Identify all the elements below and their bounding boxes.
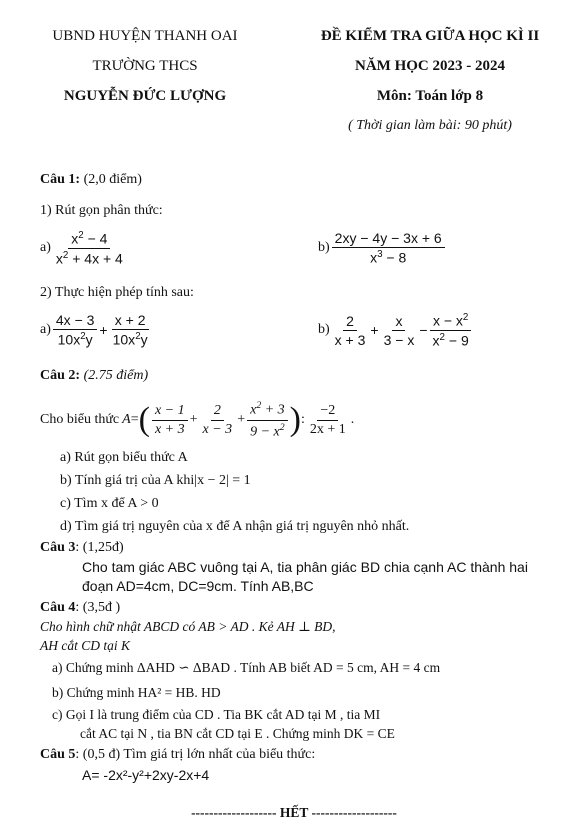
q1-2a-label: a) xyxy=(40,321,51,337)
q1-1b-fraction: $\frac{2xy - 4y - 3x + 6}{x^3 - 8}$ xyxy=(332,230,445,266)
q1-2b: b) $\frac{2}{x + 3}$ + $\frac{x}{3 - x}$ − $\frac{x - x^2}{x^2 - 9}$ xyxy=(318,312,474,349)
q4-item-b: b) Chứng minh HA² = HB. HD xyxy=(52,685,221,700)
school-year: NĂM HỌC 2023 - 2024 xyxy=(355,58,505,74)
q4-heading xyxy=(40,600,120,616)
q1-heading xyxy=(40,172,142,188)
q4-item-c-cont: cắt AC tại N , tia BN cắt CD tại E . Chứng minh DK = CE xyxy=(80,726,395,741)
end-marker: ------------------- HẾT ------------------- xyxy=(191,805,397,820)
q1-1b xyxy=(318,230,447,266)
q4-item-a: a) Chứng minh ΔAHD ∽ ΔBAD . Tính AB biết AD = 5 cm, AH = 4 cm xyxy=(52,660,441,675)
q1-part2: 2) Thực hiện phép tính sau: xyxy=(40,285,194,300)
q4-points: : (3,5đ ) xyxy=(75,600,121,615)
q2-title: Câu 2: xyxy=(40,368,81,383)
q1-title: Câu 1: xyxy=(40,172,81,187)
q4-title: Câu 4 xyxy=(40,600,76,615)
q2-item-c: c) Tìm x để A > 0 xyxy=(60,496,159,511)
q1-2b-label: b) xyxy=(318,322,330,338)
q2-intro: Cho biểu thức xyxy=(40,412,120,428)
header-school-name: NGUYỄN ĐỨC LƯỢNG xyxy=(63,88,227,104)
q4-intro-line1: Cho hình chữ nhật ABCD có AB > AD . Kẻ AH ⊥ BD, xyxy=(40,619,336,634)
q3-text-line2: đoạn AD=4cm, DC=9cm. Tính AB,BC xyxy=(82,578,314,594)
q3-points: : (1,25đ) xyxy=(75,540,124,555)
header-district: UBND HUYỆN THANH OAI xyxy=(52,28,238,44)
q2-item-d: d) Tìm giá trị nguyên của x để A nhận giá trị nguyên nhỏ nhất. xyxy=(60,519,410,534)
q2-heading xyxy=(40,368,148,384)
q5-text: : (0,5 đ) Tìm giá trị lớn nhất của biểu thức: xyxy=(75,747,316,762)
q5-heading xyxy=(40,747,315,763)
q5-title: Câu 5 xyxy=(40,747,76,762)
q1-points: (2,0 điểm) xyxy=(83,172,142,187)
q1-1a xyxy=(40,230,128,267)
q1-1a-label: a) xyxy=(40,240,51,256)
q2-points: (2.75 điểm) xyxy=(83,368,149,383)
q2-expression: Cho biểu thức A = ( $\frac{x - 1}{x + 3}$ + $\frac{2}{x - 3}$ + $\frac{x^2 + 3}{9 - x^2}$ ) : $\frac{-2}{2x + 1}$ . xyxy=(40,400,355,440)
q4-item-c: c) Gọi I là trung điểm của CD . Tia BK cắt AD tại M , tia MI xyxy=(52,707,381,722)
q1-1b-label: b) xyxy=(318,239,330,255)
q4-intro-line2: AH cắt CD tại K xyxy=(40,638,130,653)
header-school-type: TRƯỜNG THCS xyxy=(92,58,198,74)
q2-item-b: b) Tính giá trị của A khi|x − 2| = 1 xyxy=(60,473,251,488)
q2-item-a: a) Rút gọn biểu thức A xyxy=(60,450,188,465)
q5-expression: A= -2x²-y²+2xy-2x+4 xyxy=(82,767,210,783)
q1-part1: 1) Rút gọn phân thức: xyxy=(40,203,163,218)
q1-1a-fraction: $\frac{x^2 - 4}{x^2 + 4x + 4}$ xyxy=(55,230,123,267)
time-limit: ( Thời gian làm bài: 90 phút) xyxy=(348,118,512,133)
q3-text-line1: Cho tam giác ABC vuông tại A, tia phân giác BD chia cạnh AC thành hai xyxy=(82,559,528,575)
q3-heading xyxy=(40,540,124,556)
q3-title: Câu 3 xyxy=(40,540,76,555)
q1-2a: a) $\frac{4x - 3}{10x^2y}$ + $\frac{x + 2}{10x^2y}$ xyxy=(40,312,148,348)
subject: Môn: Toán lớp 8 xyxy=(376,88,484,104)
exam-title: ĐỀ KIỂM TRA GIỮA HỌC KÌ II xyxy=(320,28,540,44)
